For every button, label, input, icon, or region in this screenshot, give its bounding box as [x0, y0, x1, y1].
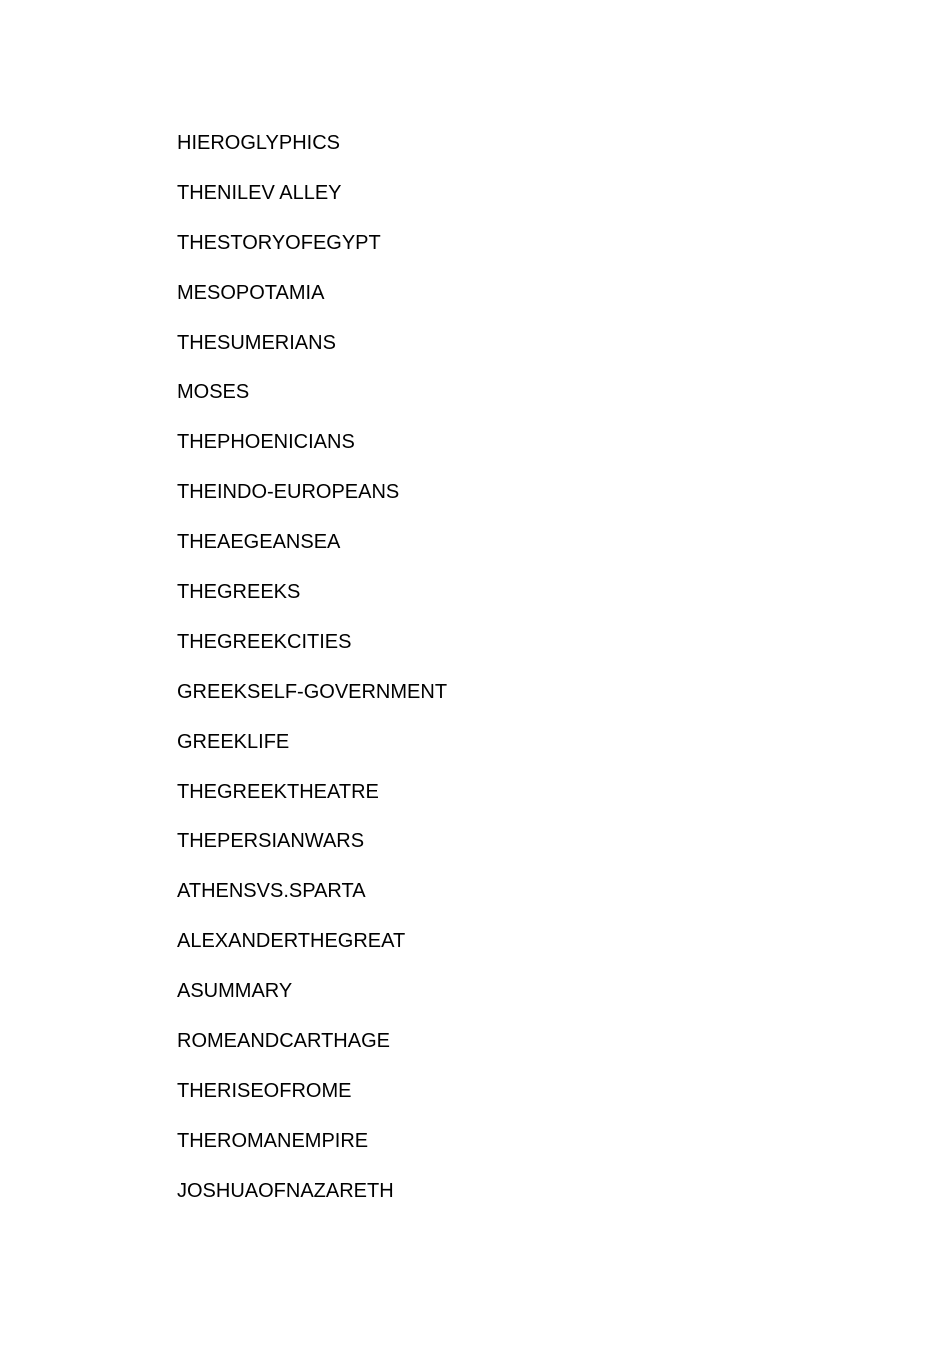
contents-entry: THENILEV ALLEY: [177, 181, 342, 204]
contents-entry: THEAEGEANSEA: [177, 531, 341, 554]
contents-entry: THEINDO-EUROPEANS: [177, 481, 400, 504]
contents-entry: THEGREEKTHEATRE: [177, 780, 379, 803]
contents-entry: MOSES: [177, 381, 250, 404]
contents-entry: THERISEOFROME: [177, 1079, 352, 1102]
contents-entry: THEGREEKCITIES: [177, 630, 352, 653]
contents-entry: ALEXANDERTHEGREAT: [177, 930, 406, 953]
contents-entry: ATHENSVS.SPARTA: [177, 880, 366, 903]
contents-entry: THEPERSIANWARS: [177, 830, 365, 853]
contents-entry: THESTORYOFEGYPT: [177, 231, 381, 254]
contents-entry: ROMEANDCARTHAGE: [177, 1030, 390, 1053]
contents-entry: THESUMERIANS: [177, 331, 336, 354]
contents-entry: HIEROGLYPHICS: [177, 132, 340, 154]
contents-entry: THEGREEKS: [177, 581, 301, 604]
contents-entry: THEPHOENICIANS: [177, 431, 355, 454]
contents-entry: ASUMMARY: [177, 980, 293, 1003]
contents-entry: JOSHUAOFNAZARETH: [177, 1179, 394, 1202]
contents-entry: MESOPOTAMIA: [177, 281, 325, 304]
contents-entry: GREEKLIFE: [177, 730, 290, 753]
contents-entry: THEROMANEMPIRE: [177, 1129, 369, 1152]
contents-entry: GREEKSELF-GOVERNMENT: [177, 680, 448, 703]
contents-list: [177, 130, 447, 1228]
